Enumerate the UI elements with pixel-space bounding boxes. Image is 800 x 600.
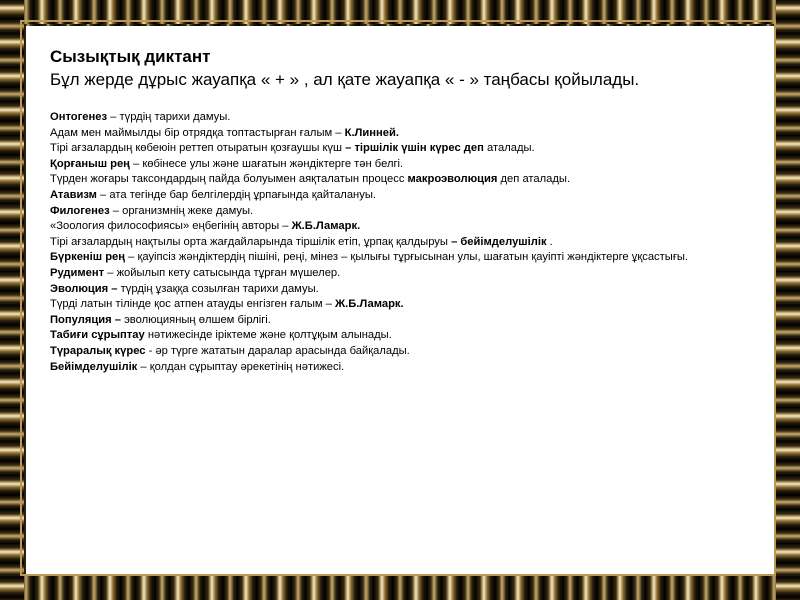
- dictation-term: Ж.Б.Ламарк.: [291, 220, 361, 233]
- dictation-text: – қолдан сұрыптау әрекетінің нәтижесі.: [137, 360, 345, 373]
- dictation-item: [50, 250, 720, 266]
- dictation-term: – тіршілік үшін күрес деп: [345, 142, 484, 155]
- dictation-item: [50, 172, 720, 188]
- dictation-text: – түрдің тарихи дамуы.: [107, 111, 231, 123]
- dictation-text: Тірі ағзалардың нақтылы орта жағдайларында тіршілік етіп, ұрпақ қалдыруы: [50, 235, 452, 248]
- slide-subtitle: Бұл жерде дұрыс жауапқа « + » , ал қате жауапқа « - » таңбасы қойылады.: [50, 70, 640, 89]
- dictation-term: Онтогенез: [50, 111, 108, 123]
- dictation-item: [50, 328, 720, 344]
- dictation-term: – бейімделушілік: [451, 235, 547, 248]
- dictation-term: Табиғи сұрыптау: [50, 329, 145, 342]
- dictation-term: К.Линней.: [344, 126, 400, 139]
- dictation-text: - әр түрге жататын даралар арасында байқалады.: [145, 344, 410, 357]
- dictation-term: Қорғаныш рең: [50, 157, 130, 170]
- dictation-item: [50, 266, 720, 282]
- dictation-item: [50, 219, 720, 235]
- dictation-term: Атавизм: [50, 188, 97, 201]
- dictation-text: нәтижесінде іріктеме және қолтұқым алынады.: [144, 329, 392, 342]
- slide-content: [50, 46, 720, 375]
- dictation-text: Түрді латын тілінде қос атпен атауды енгізген ғалым –: [50, 298, 336, 311]
- dictation-text: аталады.: [483, 142, 535, 155]
- dictation-text: – жойылып кету сатысында тұрған мүшелер.: [104, 266, 341, 279]
- dictation-term: макроэволюция: [407, 173, 498, 186]
- slide-title: Сызықтық диктант: [50, 47, 211, 66]
- dictation-item: [50, 157, 720, 173]
- dictation-term: Түраралық күрес: [50, 344, 146, 357]
- dictation-term: Бейімделушілік: [50, 360, 138, 373]
- dictation-term: Ж.Б.Ламарк.: [335, 298, 404, 311]
- dictation-item: [50, 282, 720, 298]
- dictation-text: – көбінесе улы және шағатын жәндіктерге тән белгі.: [129, 157, 404, 170]
- dictation-text: Адам мен маймылды бір отрядқа топтастырған ғалым –: [50, 126, 345, 139]
- dictation-text: деп аталады.: [497, 173, 571, 186]
- dictation-text: түрдің ұзаққа созылған тарихи дамуы.: [117, 282, 319, 295]
- dictation-list: [50, 110, 720, 375]
- dictation-item: [50, 110, 720, 126]
- dictation-item: [50, 141, 720, 157]
- dictation-term: Рудимент: [50, 266, 105, 279]
- dictation-term: Эволюция –: [50, 282, 118, 295]
- frame-border-right: [776, 0, 800, 600]
- dictation-text: – организмнің жеке дамуы.: [109, 204, 254, 217]
- dictation-item: [50, 360, 720, 376]
- frame-border-bottom: [0, 576, 800, 600]
- dictation-term: Бүркеніш рең: [50, 251, 126, 264]
- dictation-item: [50, 297, 720, 313]
- dictation-text: – ата тегінде бар белгілердің ұрпағында қайталануы.: [96, 188, 376, 201]
- dictation-text: эволюцияның өлшем бірлігі.: [120, 313, 271, 326]
- dictation-item: [50, 126, 720, 142]
- dictation-text: .: [546, 235, 553, 248]
- dictation-item: [50, 188, 720, 204]
- dictation-item: [50, 313, 720, 329]
- dictation-text: Түрден жоғары таксондардың пайда болуымен аяқталатын процесс: [50, 173, 408, 186]
- dictation-item: [50, 344, 720, 360]
- dictation-term: Филогенез: [50, 204, 110, 217]
- dictation-text: – қауіпсіз жәндіктердің пішіні, реңі, мінез – қылығы тұрғысынан улы, шағатын қауіпті жәндіктерге ұқсастығы.: [125, 251, 689, 264]
- dictation-item: [50, 235, 720, 251]
- dictation-text: «Зоология философиясы» еңбегінің авторы –: [50, 220, 292, 233]
- dictation-term: Популяция –: [50, 313, 121, 326]
- dictation-text: Тірі ағзалардың көбеюін реттеп отыратын қозғаушы күш: [50, 142, 346, 155]
- dictation-item: [50, 204, 720, 220]
